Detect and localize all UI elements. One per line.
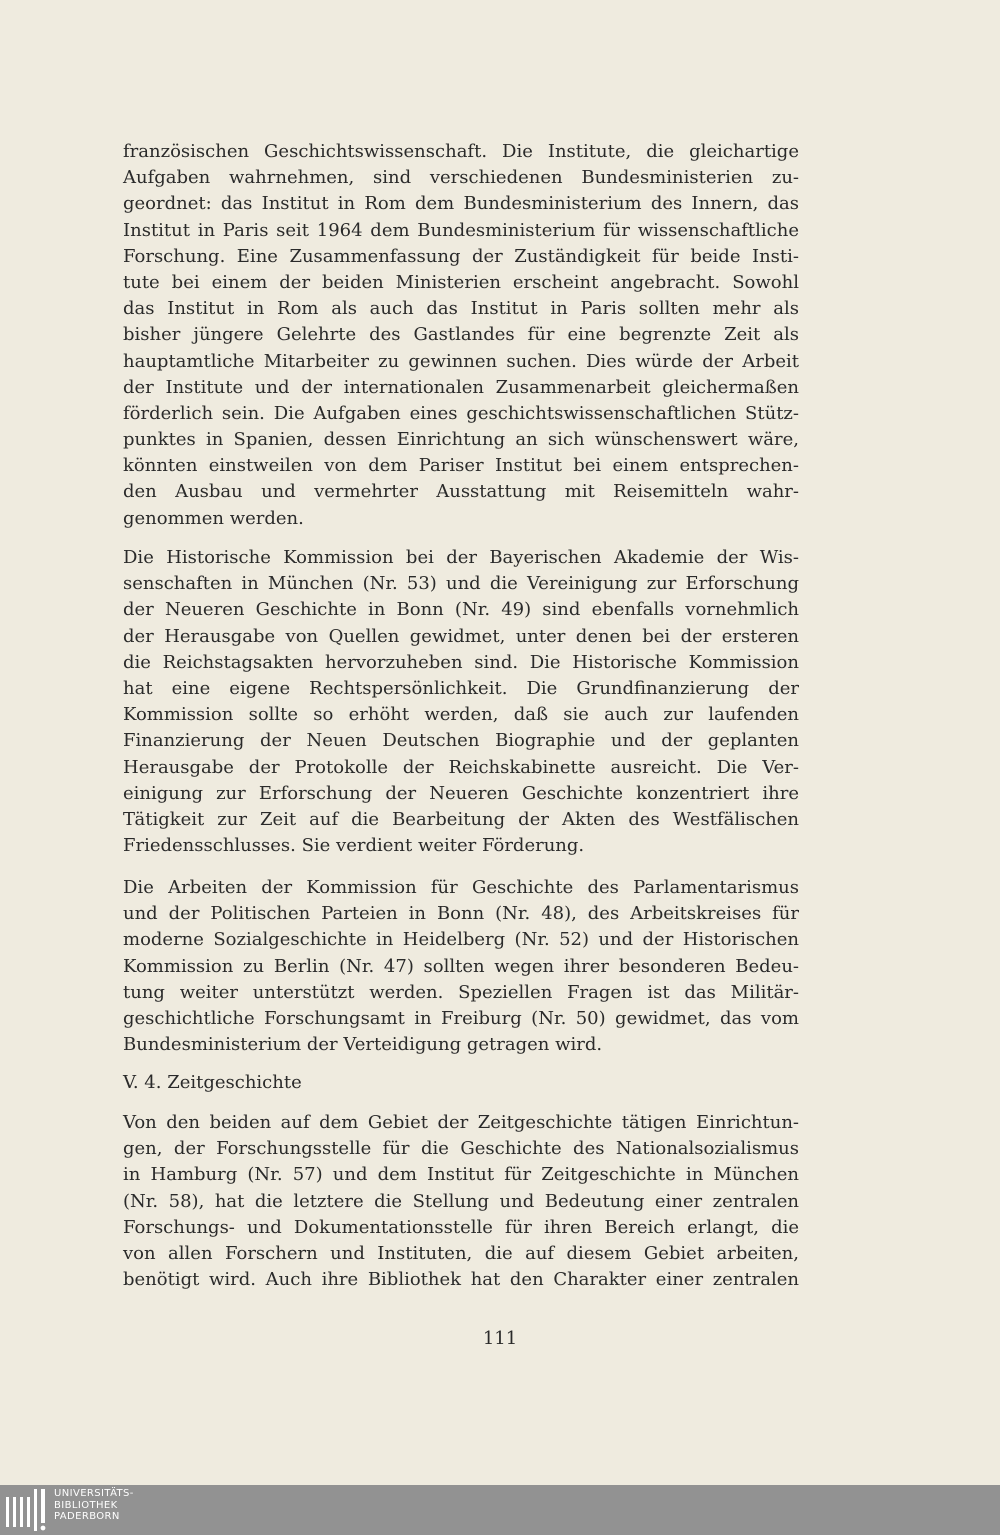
text-line: senschaften in München (Nr. 53) und die Vereinigung zur Erforschung xyxy=(123,573,799,595)
text-line: Forschungs- und Dokumentationsstelle für ihren Bereich erlangt, die xyxy=(123,1216,799,1238)
text-line: Die Historische Kommission bei der Bayerischen Akademie der Wis- xyxy=(123,547,799,568)
library-name-line-2: BIBLIOTHEK xyxy=(54,1499,118,1511)
text-line: Forschung. Eine Zusammenfassung der Zuständigkeit für beide Insti- xyxy=(123,245,799,267)
text-line: gen, der Forschungsstelle für die Geschichte des Nationalsozialismus xyxy=(123,1138,799,1160)
text-line: den Ausbau und vermehrter Ausstattung mit Reisemitteln wahr- xyxy=(123,481,799,503)
text-line: geordnet: das Institut in Rom dem Bundesministerium des Innern, das xyxy=(123,193,799,215)
text-line: der Institute und der internationalen Zusammenarbeit gleichermaßen xyxy=(123,376,799,398)
library-name-line-3: PADERBORN xyxy=(54,1511,120,1522)
text-line: Von den beiden auf dem Gebiet der Zeitgeschichte tätigen Einrichtun- xyxy=(123,1112,799,1133)
text-line: Kommission sollte so erhöht werden, daß sie auch zur laufenden xyxy=(123,704,799,726)
text-line: benötigt wird. Auch ihre Bibliothek hat den Charakter einer zentralen xyxy=(123,1269,799,1291)
text-line: (Nr. 58), hat die letztere die Stellung und Bedeutung einer zentralen xyxy=(123,1190,799,1212)
section-heading: V. 4. Zeitgeschichte xyxy=(123,1072,302,1093)
library-name-line-1: UNIVERSITÄTS- xyxy=(54,1488,134,1499)
library-footer xyxy=(0,1485,1000,1535)
text-line: Die Arbeiten der Kommission für Geschichte des Parlamentarismus xyxy=(123,877,799,898)
text-line: hat eine eigene Rechtspersönlichkeit. Die Grundfinanzierung der xyxy=(123,677,799,699)
text-line: das Institut in Rom als auch das Institut in Paris sollten mehr als xyxy=(123,298,799,320)
text-line: geschichtliche Forschungsamt in Freiburg (Nr. 50) gewidmet, das vom xyxy=(123,1007,799,1029)
text-line: von allen Forschern und Instituten, die auf diesem Gebiet arbeiten, xyxy=(123,1242,799,1264)
text-line: Institut in Paris seit 1964 dem Bundesministerium für wissenschaftliche xyxy=(123,219,799,241)
text-line: tung weiter unterstützt werden. Speziellen Fragen ist das Militär- xyxy=(123,981,799,1003)
text-line: tute bei einem der beiden Ministerien erscheint angebracht. Sowohl xyxy=(123,271,799,293)
paragraph-4 xyxy=(123,1110,799,1293)
text-line: punktes in Spanien, dessen Einrichtung an sich wünschenswert wäre, xyxy=(123,429,799,451)
text-line: Kommission zu Berlin (Nr. 47) sollten wegen ihrer besonderen Bedeu- xyxy=(123,955,799,977)
paragraph-1 xyxy=(123,139,799,532)
page-number: 111 xyxy=(482,1328,518,1349)
text-line: der Herausgabe von Quellen gewidmet, unter denen bei der ersteren xyxy=(123,625,799,647)
text-line: Finanzierung der Neuen Deutschen Biographie und der geplanten xyxy=(123,730,799,752)
text-line: die Reichstagsakten hervorzuheben sind. Die Historische Kommission xyxy=(123,651,799,673)
text-line: moderne Sozialgeschichte in Heidelberg (Nr. 52) und der Historischen xyxy=(123,929,799,951)
text-line: Aufgaben wahrnehmen, sind verschiedenen Bundesministerien zu- xyxy=(123,167,799,189)
text-line: Tätigkeit zur Zeit auf die Bearbeitung der Akten des Westfälischen xyxy=(123,808,799,830)
text-line: der Neueren Geschichte in Bonn (Nr. 49) sind ebenfalls vornehmlich xyxy=(123,599,799,621)
text-line: förderlich sein. Die Aufgaben eines geschichtswissenschaftlichen Stütz- xyxy=(123,402,799,424)
text-line: Herausgabe der Protokolle der Reichskabinette ausreicht. Die Ver- xyxy=(123,756,799,778)
library-logo-icon xyxy=(6,1489,50,1531)
text-line: einigung zur Erforschung der Neueren Geschichte konzentriert ihre xyxy=(123,782,799,804)
library-name xyxy=(54,1488,134,1523)
text-line: Friedensschlusses. Sie verdient weiter Förderung. xyxy=(123,835,585,857)
paragraph-2 xyxy=(123,545,799,859)
text-line: hauptamtliche Mitarbeiter zu gewinnen suchen. Dies würde der Arbeit xyxy=(123,350,799,372)
paragraph-3 xyxy=(123,875,799,1058)
text-line: könnten einstweilen von dem Pariser Institut bei einem entsprechen- xyxy=(123,455,799,477)
text-line: Bundesministerium der Verteidigung getragen wird. xyxy=(123,1034,603,1056)
text-line: bisher jüngere Gelehrte des Gastlandes für eine begrenzte Zeit als xyxy=(123,324,799,346)
text-line: französischen Geschichtswissenschaft. Die Institute, die gleichartige xyxy=(123,141,799,162)
text-line: in Hamburg (Nr. 57) und dem Institut für Zeitgeschichte in München xyxy=(123,1164,799,1186)
text-line: genommen werden. xyxy=(123,507,304,529)
text-line: und der Politischen Parteien in Bonn (Nr. 48), des Arbeitskreises für xyxy=(123,903,799,925)
